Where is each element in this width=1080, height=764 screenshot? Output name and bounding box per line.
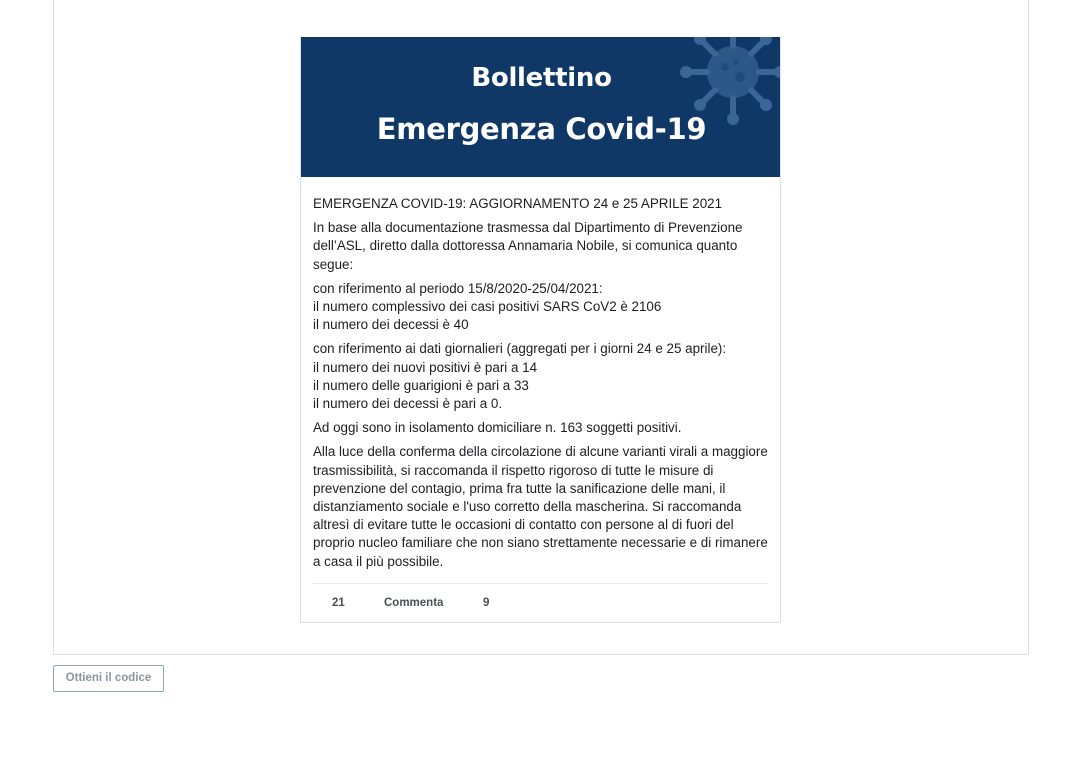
banner-title-line1: Bollettino [471,63,612,93]
like-count[interactable]: 21 [332,597,345,609]
post-footer [313,583,768,623]
post-paragraph: EMERGENZA COVID-19: AGGIORNAMENTO 24 e 25 APRILE 2021 [313,196,723,211]
comment-link[interactable]: Commenta [384,597,444,609]
get-code-button[interactable]: Ottieni il codice [53,665,164,692]
post-paragraph: Ad oggi sono in isolamento domiciliare n. 163 soggetti positivi. [313,420,682,436]
facebook-post-card [300,37,781,623]
post-paragraph: con riferimento ai dati giornalieri (aggregati per i giorni 24 e 25 aprile): il numero dei nuovi positivi è pari a 14 il numero delle guarigioni è pari a 33 il numero dei decessi è pari a 0. [313,341,727,412]
banner-title-line2: Emergenza Covid-19 [376,112,707,146]
post-banner-image [301,37,781,177]
share-count[interactable]: 9 [483,597,490,609]
post-paragraph: con riferimento al periodo 15/8/2020-25/04/2021: il numero complessivo dei casi positivi SARS CoV2 è 2106 il numero dei decessi è 40 [313,280,662,333]
post-paragraph: Alla luce della conferma della circolazione di alcune varianti virali a maggiore trasmissibilità, si raccomanda il rispetto rigoroso di tutte le misure di prevenzione del contagio, prima fra tutte la sanificazione delle mani, il distanziamento sociale e l'uso corretto della mascherina. Si raccomanda altresì di evitare tutte le occasioni di contatto con persone al di fuori del proprio nucleo familiare che non siano strettamente necessarie e di rimanere a casa il più possibile. [313,444,768,569]
post-text [301,177,780,571]
post-paragraph: In base alla documentazione trasmessa dal Dipartimento di Prevenzione dell’ASL, diretto dalla dottoressa Annamaria Nobile, si comunica quanto segue: [313,220,743,272]
